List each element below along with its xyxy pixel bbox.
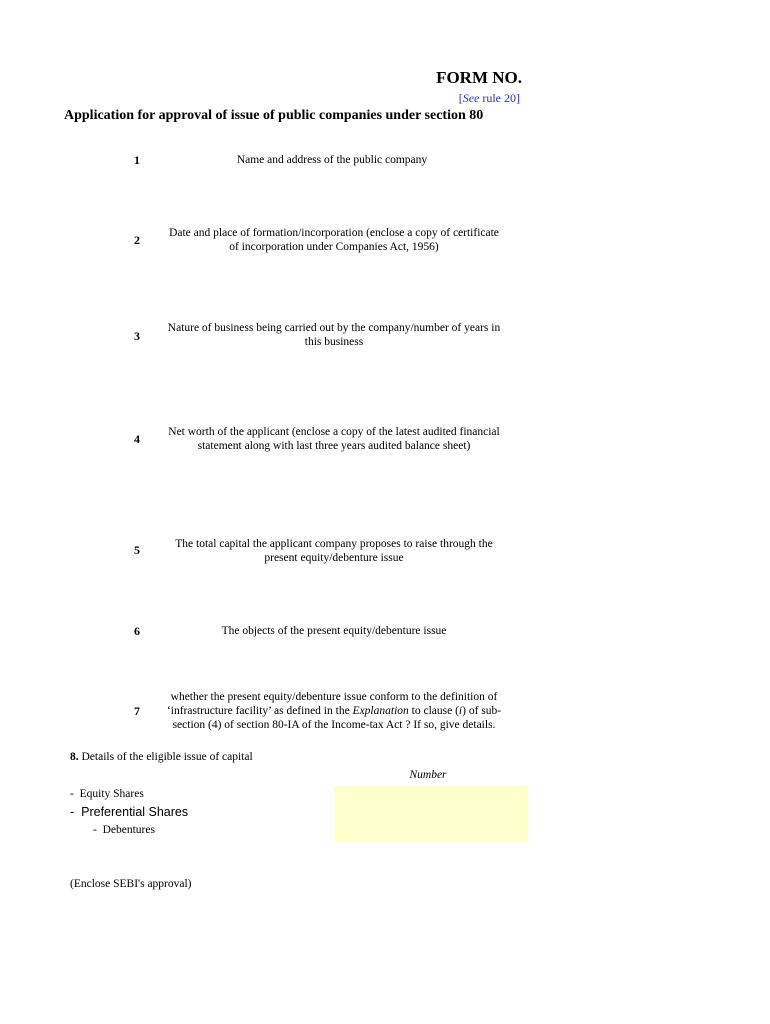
question-3-number: 3 bbox=[134, 329, 140, 343]
question-7-line-2-part: to clause ( bbox=[408, 705, 459, 717]
question-7-line-2-part: ‘infrastructure facility’ as defined in the bbox=[166, 705, 353, 717]
question-7-text bbox=[146, 690, 522, 732]
section-8-number: 8. bbox=[70, 751, 79, 763]
question-2-line-1: Date and place of formation/incorporation (enclose a copy of certificate bbox=[169, 227, 499, 239]
question-4-line-1: Net worth of the applicant (enclose a copy of the latest audited financial bbox=[168, 426, 500, 438]
bullet-dash: - bbox=[93, 824, 97, 836]
application-title: Application for approval of issue of public companies under section 80 bbox=[64, 108, 484, 123]
question-4-number: 4 bbox=[134, 432, 140, 446]
see-rule-reference bbox=[330, 91, 520, 106]
question-4-text bbox=[146, 425, 522, 453]
question-6-text: The objects of the present equity/debenture issue bbox=[221, 625, 447, 637]
question-5-text bbox=[146, 537, 522, 565]
explanation-term: Explanation bbox=[352, 705, 409, 717]
question-7-line-2-part: ) of sub- bbox=[462, 705, 502, 717]
question-2-number: 2 bbox=[134, 233, 140, 247]
question-3-line-2: this business bbox=[304, 336, 364, 348]
bullet-dash: - bbox=[70, 788, 74, 800]
debentures-row bbox=[93, 824, 155, 836]
number-input-area[interactable] bbox=[334, 786, 527, 841]
question-6-number: 6 bbox=[134, 624, 140, 638]
question-4-line-2: statement along with last three years audited balance sheet) bbox=[197, 440, 471, 452]
equity-shares-label: Equity Shares bbox=[79, 788, 144, 800]
question-7-number: 7 bbox=[134, 704, 140, 718]
section-8-label: Details of the eligible issue of capital bbox=[81, 751, 253, 763]
debentures-label: Debentures bbox=[102, 824, 155, 836]
question-5-line-1: The total capital the applicant company proposes to raise through the bbox=[175, 538, 493, 550]
question-7-line-3: section (4) of section 80-IA of the Income-tax Act ? If so, give details. bbox=[172, 719, 496, 731]
clause-letter: i bbox=[458, 705, 463, 717]
see-label: See bbox=[462, 91, 480, 105]
question-3-line-1: Nature of business being carried out by the company/number of years in bbox=[167, 322, 501, 334]
question-5-number: 5 bbox=[134, 543, 140, 557]
bullet-dash: - bbox=[70, 805, 75, 819]
enclose-sebi-note: (Enclose SEBI's approval) bbox=[70, 878, 192, 890]
question-5-line-2: present equity/debenture issue bbox=[264, 552, 404, 564]
preferential-shares-label: Preferential Shares bbox=[81, 805, 189, 819]
question-1-text: Name and address of the public company bbox=[236, 154, 428, 166]
form-title: FORM NO. bbox=[436, 68, 522, 87]
section-8-heading bbox=[70, 751, 253, 763]
question-2-text bbox=[146, 226, 522, 254]
question-7-line-2 bbox=[146, 704, 522, 718]
question-7-line-1: whether the present equity/debenture issue conform to the definition of bbox=[170, 691, 498, 703]
question-1-number: 1 bbox=[134, 153, 140, 167]
number-column-header: Number bbox=[409, 769, 447, 781]
see-bracket: [ bbox=[458, 91, 463, 105]
rule-number: rule 20] bbox=[482, 91, 520, 105]
equity-shares-row bbox=[70, 788, 144, 800]
preferential-shares-row bbox=[70, 805, 188, 819]
question-2-line-2: of incorporation under Companies Act, 1956) bbox=[229, 241, 439, 253]
question-3-text bbox=[146, 321, 522, 349]
